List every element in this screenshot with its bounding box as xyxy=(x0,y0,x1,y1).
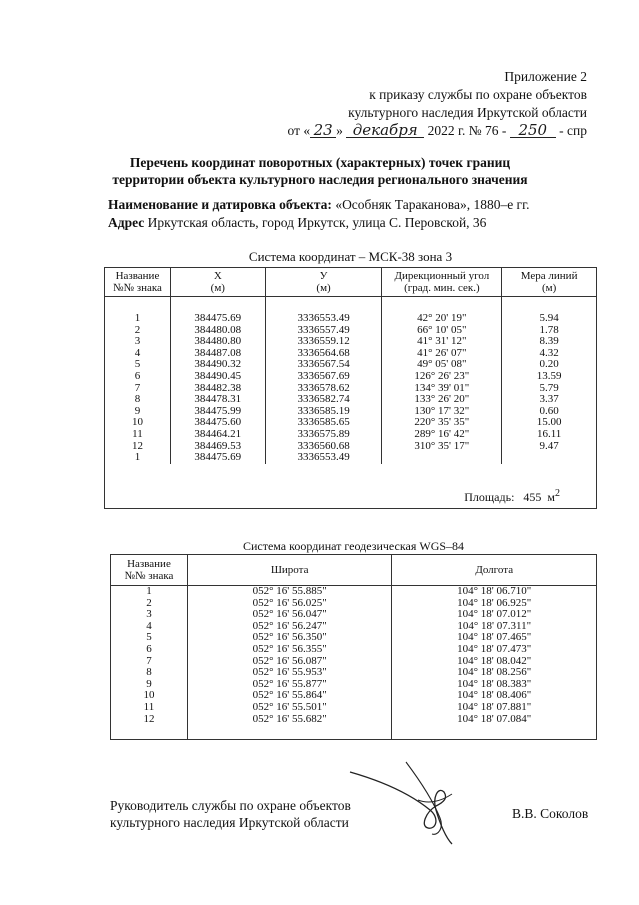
table-cell: 104° 18' 06.925" xyxy=(392,598,597,610)
table-cell: 3336559.12 xyxy=(265,336,382,348)
order-reference: к приказу службы по охране объектов xyxy=(369,87,587,102)
table-cell: 3336585.19 xyxy=(265,406,382,418)
table-cell: 5 xyxy=(105,359,171,371)
area-row xyxy=(105,464,597,509)
table-cell: 1.78 xyxy=(539,323,559,336)
table-cell: 130° 17' 32" xyxy=(382,406,502,418)
object-address-line xyxy=(108,214,486,232)
table-cell: 133° 26' 20" xyxy=(382,394,502,406)
table-row xyxy=(105,313,597,325)
table-cell: 104° 18' 06.710" xyxy=(392,586,597,598)
table-cell: 3336553.49 xyxy=(265,452,382,464)
signature-block xyxy=(110,797,351,831)
table-cell: 9 xyxy=(105,406,171,418)
table-cell: 7 xyxy=(105,383,171,395)
wgs-header-cell: Долгота xyxy=(392,555,597,586)
table-row xyxy=(111,702,597,714)
table-cell: 5.94 xyxy=(539,312,559,324)
msk-header-cell: Мера линий (м) xyxy=(502,268,597,297)
table-cell: 15.00 xyxy=(536,416,562,429)
table-cell: 104° 18' 07.473" xyxy=(392,644,597,656)
wgs-caption: Система координат геодезическая WGS–84 xyxy=(242,539,465,553)
table-cell: 104° 18' 07.084" xyxy=(392,714,597,726)
table-cell: 4 xyxy=(111,621,188,633)
area-value: 455 xyxy=(523,490,542,505)
msk-header-cell: X (м) xyxy=(170,268,265,297)
table-row xyxy=(111,586,597,598)
wgs-header-cell: Название №№ знака xyxy=(111,555,188,586)
table-cell: 104° 18' 08.042" xyxy=(392,656,597,668)
table-cell: 3336582.74 xyxy=(265,394,382,406)
table-cell: 8 xyxy=(105,394,171,406)
table-cell: 384482.38 xyxy=(170,383,265,395)
table-cell: 3336575.89 xyxy=(265,429,382,441)
table-cell: 16.11 xyxy=(536,427,562,440)
table-cell: 6 xyxy=(111,644,188,656)
table-cell: 384490.32 xyxy=(170,359,265,371)
table-cell: 10 xyxy=(105,417,171,429)
table-cell: 3 xyxy=(111,609,188,621)
msk-header-cell: У (м) xyxy=(265,268,382,297)
wgs-header-row xyxy=(111,555,597,586)
table-cell: 052° 16' 55.501" xyxy=(187,702,392,714)
msk-caption: Система координат – МСК-38 зона 3 xyxy=(248,249,453,264)
order-suffix: - спр xyxy=(559,123,587,138)
table-row xyxy=(105,371,597,383)
table-cell: 9 xyxy=(111,679,188,691)
table-cell: 13.59 xyxy=(536,369,562,382)
table-cell: 289° 16' 42" xyxy=(382,429,502,441)
order-year: 2022 г. № 76 - xyxy=(427,123,507,138)
table-row xyxy=(105,348,597,360)
table-cell: 052° 16' 55.682" xyxy=(187,714,392,726)
msk-header-row xyxy=(105,268,597,297)
wgs-coordinates-table xyxy=(110,554,597,740)
table-cell: 3336567.54 xyxy=(265,359,382,371)
table-cell: 384478.31 xyxy=(170,394,265,406)
table-cell: 66° 10' 05" xyxy=(382,325,502,337)
table-cell: 052° 16' 55.864" xyxy=(187,690,392,702)
msk-header-cell: Дирекционный угол (град. мин. сек.) xyxy=(382,268,502,297)
table-cell: 384475.99 xyxy=(170,406,265,418)
table-row xyxy=(105,441,597,453)
table-cell: 3336567.69 xyxy=(265,371,382,383)
table-cell: 104° 18' 08.406" xyxy=(392,690,597,702)
object-address-label: Адрес xyxy=(108,215,145,230)
table-cell: 8.39 xyxy=(539,335,559,348)
table-row xyxy=(105,417,597,429)
table-cell: 052° 16' 55.877" xyxy=(187,679,392,691)
table-cell: 3.37 xyxy=(539,393,559,406)
table-row xyxy=(111,667,597,679)
table-row xyxy=(105,429,597,441)
msk-spacer-row xyxy=(105,297,597,314)
table-cell: 8 xyxy=(111,667,188,679)
appendix-label: Приложение 2 xyxy=(504,69,587,84)
table-cell: 104° 18' 07.311" xyxy=(392,621,597,633)
order-day: 23 xyxy=(310,123,336,138)
service-name: культурного наследия Иркутской области xyxy=(348,105,587,120)
table-cell: 11 xyxy=(105,429,171,441)
table-cell: 0.60 xyxy=(539,404,559,417)
table-cell: 384480.08 xyxy=(170,325,265,337)
table-cell: 41° 31' 12" xyxy=(382,336,502,348)
table-cell: 42° 20' 19" xyxy=(382,313,502,325)
table-cell: 3336553.49 xyxy=(265,313,382,325)
object-name-line xyxy=(108,196,530,214)
table-cell: 1 xyxy=(105,452,171,464)
object-name-value: «Особняк Тараканова», 1880–е гг. xyxy=(335,197,530,212)
object-address-value: Иркутская область, город Иркутск, улица С. Перовской, 36 xyxy=(147,215,487,230)
table-cell: 1 xyxy=(111,586,188,598)
table-cell: 384469.53 xyxy=(170,441,265,453)
table-cell: 5 xyxy=(111,632,188,644)
table-row xyxy=(111,714,597,726)
table-cell: 9.47 xyxy=(539,439,559,452)
table-cell: 10 xyxy=(111,690,188,702)
msk-header-cell: Название №№ знака xyxy=(105,268,171,297)
table-cell: 052° 16' 56.047" xyxy=(187,609,392,621)
document-title: Перечень координат поворотных (характерных) точек границ территории объекта культурного наследия регионального значения xyxy=(112,155,528,187)
order-month: декабря xyxy=(346,123,424,138)
table-cell: 134° 39' 01" xyxy=(382,383,502,395)
table-row xyxy=(111,644,597,656)
table-cell xyxy=(382,452,502,464)
table-cell: 384480.80 xyxy=(170,336,265,348)
table-cell: 4 xyxy=(105,348,171,360)
table-cell: 1 xyxy=(105,313,171,325)
area-unit: м xyxy=(547,490,555,505)
table-cell: 2 xyxy=(105,325,171,337)
table-cell: 052° 16' 56.247" xyxy=(187,621,392,633)
table-cell: 2 xyxy=(111,598,188,610)
area-label: Площадь: xyxy=(464,490,515,505)
order-date-line: от « 23 » декабря 2022 г. № 76 - 250 - спр xyxy=(287,121,587,139)
table-row xyxy=(105,383,597,395)
table-cell: 3336564.68 xyxy=(265,348,382,360)
table-cell: 3336578.62 xyxy=(265,383,382,395)
table-cell: 6 xyxy=(105,371,171,383)
table-cell: 384475.69 xyxy=(170,452,265,464)
table-row xyxy=(105,452,597,464)
signer-name: В.В. Соколов xyxy=(512,806,589,821)
table-row xyxy=(105,336,597,348)
handwritten-signature xyxy=(348,758,478,848)
table-cell: 3336557.49 xyxy=(265,325,382,337)
area-unit-sup: 2 xyxy=(555,488,560,500)
table-cell: 104° 18' 07.465" xyxy=(392,632,597,644)
table-cell: 104° 18' 08.256" xyxy=(392,667,597,679)
table-cell: 052° 16' 56.350" xyxy=(187,632,392,644)
table-cell: 052° 16' 55.953" xyxy=(187,667,392,679)
appendix-header xyxy=(288,68,587,140)
table-cell: 384487.08 xyxy=(170,348,265,360)
table-cell: 5.79 xyxy=(539,381,559,394)
table-cell: 052° 16' 56.355" xyxy=(187,644,392,656)
table-cell: 052° 16' 56.025" xyxy=(187,598,392,610)
order-number: 250 xyxy=(510,123,556,138)
wgs-header-cell: Широта xyxy=(187,555,392,586)
table-cell: 4.32 xyxy=(539,346,559,359)
table-row xyxy=(105,325,597,337)
table-cell: 104° 18' 07.012" xyxy=(392,609,597,621)
table-cell: 384490.45 xyxy=(170,371,265,383)
table-cell: 12 xyxy=(105,441,171,453)
table-cell: 7 xyxy=(111,656,188,668)
table-row xyxy=(105,359,597,371)
signer-title-line2: культурного наследия Иркутской области xyxy=(110,815,349,830)
table-row xyxy=(105,394,597,406)
table-cell: 11 xyxy=(111,702,188,714)
table-cell: 384475.60 xyxy=(170,417,265,429)
table-cell xyxy=(502,452,597,464)
signer-title-line1: Руководитель службы по охране объектов xyxy=(110,798,351,813)
table-cell: 12 xyxy=(111,714,188,726)
table-row xyxy=(105,406,597,418)
table-cell: 0.20 xyxy=(539,358,559,371)
table-cell: 49° 05' 08" xyxy=(382,359,502,371)
table-cell: 220° 35' 35" xyxy=(382,417,502,429)
msk-coordinates-table xyxy=(104,267,597,509)
table-cell: 310° 35' 17" xyxy=(382,441,502,453)
table-cell: 41° 26' 07" xyxy=(382,348,502,360)
table-cell: 384475.69 xyxy=(170,313,265,325)
wgs-empty-row xyxy=(111,725,597,740)
table-cell: 3336560.68 xyxy=(265,441,382,453)
table-cell: 3336585.65 xyxy=(265,417,382,429)
table-cell: 126° 26' 23" xyxy=(382,371,502,383)
table-cell: 384464.21 xyxy=(170,429,265,441)
object-name-label: Наименование и датировка объекта: xyxy=(108,197,332,212)
table-cell: 3 xyxy=(105,336,171,348)
table-cell: 104° 18' 07.881" xyxy=(392,702,597,714)
table-cell: 104° 18' 08.383" xyxy=(392,679,597,691)
table-cell: 052° 16' 56.087" xyxy=(187,656,392,668)
table-cell: 052° 16' 55.885" xyxy=(187,586,392,598)
